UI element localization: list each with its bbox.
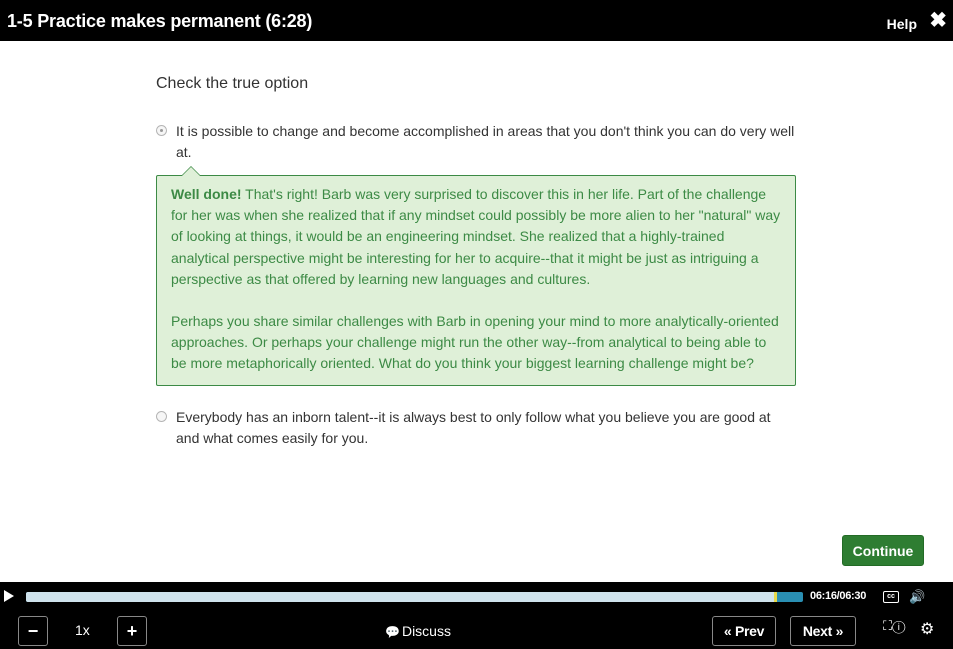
option-2-label: Everybody has an inborn talent--it is always best to only follow what you believe you are good at and what comes easily for you. [176,408,771,446]
chat-bubble-icon: 💬 [385,625,400,639]
speed-decrease-button[interactable]: − [18,616,48,646]
title-bar [0,0,953,41]
radio-button-selected[interactable] [156,125,167,136]
prev-button[interactable]: « Prev [712,616,776,646]
gear-icon[interactable]: ⚙ [920,621,935,638]
feedback-lead: Well done! [171,186,242,202]
cc-icon[interactable]: cc [883,591,899,603]
quiz-panel [156,75,796,449]
continue-button[interactable]: Continue [842,535,924,566]
speed-increase-button[interactable]: + [117,616,147,646]
page-title: 1-5 Practice makes permanent (6:28) [7,11,313,31]
option-1-label: It is possible to change and become accomplished in areas that you don't think you can do very well at. [176,123,795,160]
feedback-paragraph-1 [171,184,781,290]
fullscreen-info-icon[interactable]: ⛶ⓘ [883,618,906,633]
progress-fill [26,592,777,602]
close-icon[interactable]: ✖ [929,9,947,32]
progress-handle[interactable] [774,592,777,602]
quiz-option-1[interactable] [156,121,796,163]
quiz-question: Check the true option [156,75,309,92]
time-display: 06:16/06:30 [810,590,867,602]
radio-button[interactable] [156,411,167,422]
play-icon[interactable] [4,590,14,602]
help-link[interactable]: Help [886,16,917,32]
video-player-bar [0,582,953,649]
feedback-box [156,175,796,386]
progress-bar[interactable] [26,592,803,602]
volume-icon[interactable]: 🔊 [909,589,926,604]
feedback-text-1: That's right! Barb was very surprised to discover this in her life. Part of the challenge for her was when she realized that if any mindset could possibly be more alien to her "natural" way of looking at things, it would be an engineering mindset. She realized that a highly-trained analytical perspective might be interesting for her to acquire--that it might be just as intriguing a perspective as that offered by learning new languages and cultures. [171,186,781,287]
discuss-button[interactable] [385,623,451,639]
next-button[interactable]: Next » [790,616,856,646]
discuss-label: Discuss [401,623,451,639]
playback-speed: 1x [75,622,90,638]
quiz-option-2[interactable] [156,407,796,449]
feedback-paragraph-2: Perhaps you share similar challenges with Barb in opening your mind to more analytically-oriented approaches. Or perhaps your challenge might run the other way--from analytical to being able to be more metaphorically oriented. What do you think your biggest learning challenge might be? [171,313,779,372]
